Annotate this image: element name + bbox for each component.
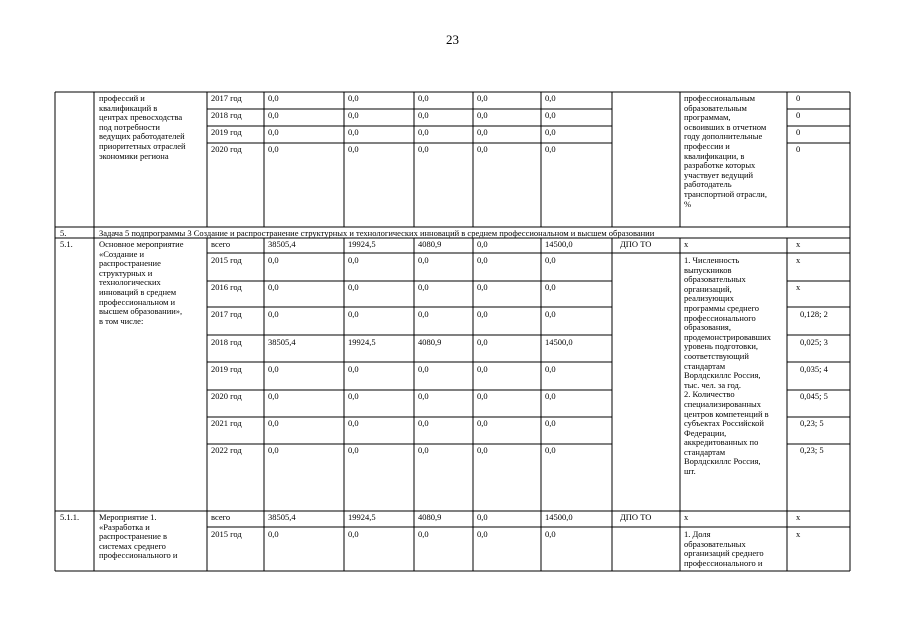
value-cell: 0,0 — [268, 391, 279, 401]
indicator-value: x — [796, 529, 801, 539]
indicator-value: x — [796, 282, 801, 292]
year-cell: 2020 год — [211, 391, 242, 401]
executor: ДПО ТО — [620, 512, 652, 522]
value-cell: 0,0 — [477, 529, 488, 539]
value-cell: 0,0 — [418, 418, 429, 428]
row-number: 5.1.1. — [60, 512, 80, 522]
year-cell: 2019 год — [211, 364, 242, 374]
value-cell: 0,0 — [418, 445, 429, 455]
value-cell: 0,0 — [545, 255, 556, 265]
value-cell: 0,0 — [477, 445, 488, 455]
executor: ДПО ТО — [620, 239, 652, 249]
year-cell: всего — [211, 512, 231, 522]
year-cell: 2017 год — [211, 93, 242, 103]
measure-name: Основное мероприятие «Создание и распространение структурных и технологических инноваций в среднем профессиональном и высшем образовании», в том числе: — [99, 239, 184, 326]
value-cell: 0,0 — [545, 418, 556, 428]
value-cell: 0,0 — [477, 255, 488, 265]
value-cell: 0,0 — [477, 337, 488, 347]
value-cell: 0,0 — [418, 282, 429, 292]
value-cell: 0,0 — [348, 364, 359, 374]
year-cell: 2020 год — [211, 144, 242, 154]
value-cell: 0,0 — [348, 309, 359, 319]
value-cell: 0,0 — [477, 110, 488, 120]
value-cell: 0,0 — [418, 127, 429, 137]
value-cell: 0,0 — [477, 418, 488, 428]
value-cell: 19924,5 — [348, 337, 376, 347]
measure-name: профессий и квалификаций в центрах превосходства под потребности ведущих работодателей приоритетных отраслей экономики региона — [99, 93, 186, 161]
indicator-value: 0 — [796, 93, 801, 103]
value-cell: 0,0 — [348, 529, 359, 539]
value-cell: 0,0 — [268, 110, 279, 120]
task-title: Задача 5 подпрограммы 3 Создание и распространение структурных и технологических инноваций в среднем профессиональном и высшем образовании — [99, 228, 655, 238]
year-cell: 2018 год — [211, 110, 242, 120]
value-cell: 0,0 — [268, 529, 279, 539]
value-cell: 0,0 — [545, 364, 556, 374]
value-cell: 0,0 — [477, 144, 488, 154]
value-cell: 14500,0 — [545, 512, 573, 522]
year-cell: 2017 год — [211, 309, 242, 319]
value-cell: 0,0 — [477, 93, 488, 103]
value-cell: 0,0 — [268, 282, 279, 292]
value-cell: 0,0 — [545, 309, 556, 319]
value-cell: 0,0 — [418, 309, 429, 319]
value-cell: 0,0 — [545, 127, 556, 137]
indicator-value: 0,23; 5 — [800, 445, 824, 455]
value-cell: 0,0 — [268, 364, 279, 374]
indicator-value: 0 — [796, 127, 801, 137]
task-number: 5. — [60, 228, 67, 238]
value-cell: 0,0 — [268, 309, 279, 319]
value-cell: 0,0 — [348, 445, 359, 455]
value-cell: 0,0 — [348, 255, 359, 265]
year-cell: всего — [211, 239, 231, 249]
value-cell: 0,0 — [418, 93, 429, 103]
year-cell: 2018 год — [211, 337, 242, 347]
value-cell: 0,0 — [545, 445, 556, 455]
year-cell: 2021 год — [211, 418, 242, 428]
year-cell: 2015 год — [211, 529, 242, 539]
value-cell: 0,0 — [418, 255, 429, 265]
value-cell: 0,0 — [348, 144, 359, 154]
value-cell: 0,0 — [268, 255, 279, 265]
indicator-value: 0,045; 5 — [800, 391, 828, 401]
year-cell: 2022 год — [211, 445, 242, 455]
value-cell: 0,0 — [545, 110, 556, 120]
value-cell: 0,0 — [477, 127, 488, 137]
indicator-description: 1. Доля образовательных организаций среднего профессионального и — [684, 529, 764, 568]
value-cell: 0,0 — [418, 391, 429, 401]
indicator-value: x — [796, 255, 801, 265]
year-cell: 2015 год — [211, 255, 242, 265]
indicator-value: 0,128; 2 — [800, 309, 828, 319]
value-cell: 0,0 — [348, 127, 359, 137]
value-cell: 0,0 — [348, 110, 359, 120]
value-cell: 4080,9 — [418, 239, 442, 249]
measure-name: Мероприятие 1. «Разработка и распространение в системах среднего профессионального и — [99, 512, 178, 561]
value-cell: 0,0 — [348, 418, 359, 428]
value-cell: 0,0 — [477, 512, 488, 522]
value-cell: 4080,9 — [418, 337, 442, 347]
indicator-value: 0 — [796, 144, 801, 154]
value-cell: 14500,0 — [545, 239, 573, 249]
indicator-description: профессиональным образовательным программам, освоивших в отчетном году дополнительные профессии и квалификации, в разработке которых участвует ведущий работодатель транспортной отрасли, % — [684, 93, 767, 209]
row-number: 5.1. — [60, 239, 73, 249]
value-cell: 0,0 — [268, 445, 279, 455]
value-cell: 0,0 — [348, 391, 359, 401]
value-cell: 19924,5 — [348, 512, 376, 522]
value-cell: 0,0 — [477, 239, 488, 249]
value-cell: 0,0 — [545, 391, 556, 401]
indicator-value: x — [684, 512, 689, 522]
indicator-value: 0,035; 4 — [800, 364, 828, 374]
value-cell: 0,0 — [477, 391, 488, 401]
value-cell: 14500,0 — [545, 337, 573, 347]
indicator-value: 0,23; 5 — [800, 418, 824, 428]
value-cell: 0,0 — [268, 127, 279, 137]
indicator-value: 0,025; 3 — [800, 337, 828, 347]
indicator-value: 0 — [796, 110, 801, 120]
value-cell: 0,0 — [477, 309, 488, 319]
value-cell: 0,0 — [418, 144, 429, 154]
value-cell: 0,0 — [348, 282, 359, 292]
value-cell: 19924,5 — [348, 239, 376, 249]
value-cell: 0,0 — [348, 93, 359, 103]
value-cell: 38505,4 — [268, 512, 296, 522]
indicator-value: x — [684, 239, 689, 249]
value-cell: 0,0 — [268, 144, 279, 154]
value-cell: 0,0 — [418, 529, 429, 539]
indicator-value: x — [796, 512, 801, 522]
value-cell: 0,0 — [545, 282, 556, 292]
value-cell: 0,0 — [545, 529, 556, 539]
year-cell: 2016 год — [211, 282, 242, 292]
value-cell: 38505,4 — [268, 239, 296, 249]
value-cell: 38505,4 — [268, 337, 296, 347]
page-number: 23 — [446, 32, 459, 47]
value-cell: 0,0 — [268, 93, 279, 103]
value-cell: 0,0 — [545, 93, 556, 103]
value-cell: 0,0 — [477, 282, 488, 292]
value-cell: 0,0 — [477, 364, 488, 374]
year-cell: 2019 год — [211, 127, 242, 137]
value-cell: 0,0 — [268, 418, 279, 428]
value-cell: 0,0 — [418, 364, 429, 374]
indicator-description: 1. Численность выпускников образовательных организаций, реализующих программы среднего профессионального образования, продемонстрировавших уровень подготовки, соответствующий стандартам Ворлдскиллс Россия, тыс. чел. за год. 2. Количество специализированных центров компетенций в субъектах Российской Федерации, аккредитованных по стандартам Ворлдскиллс Россия, шт. — [684, 255, 772, 477]
value-cell: 0,0 — [418, 110, 429, 120]
value-cell: 4080,9 — [418, 512, 442, 522]
indicator-value: x — [796, 239, 801, 249]
value-cell: 0,0 — [545, 144, 556, 154]
